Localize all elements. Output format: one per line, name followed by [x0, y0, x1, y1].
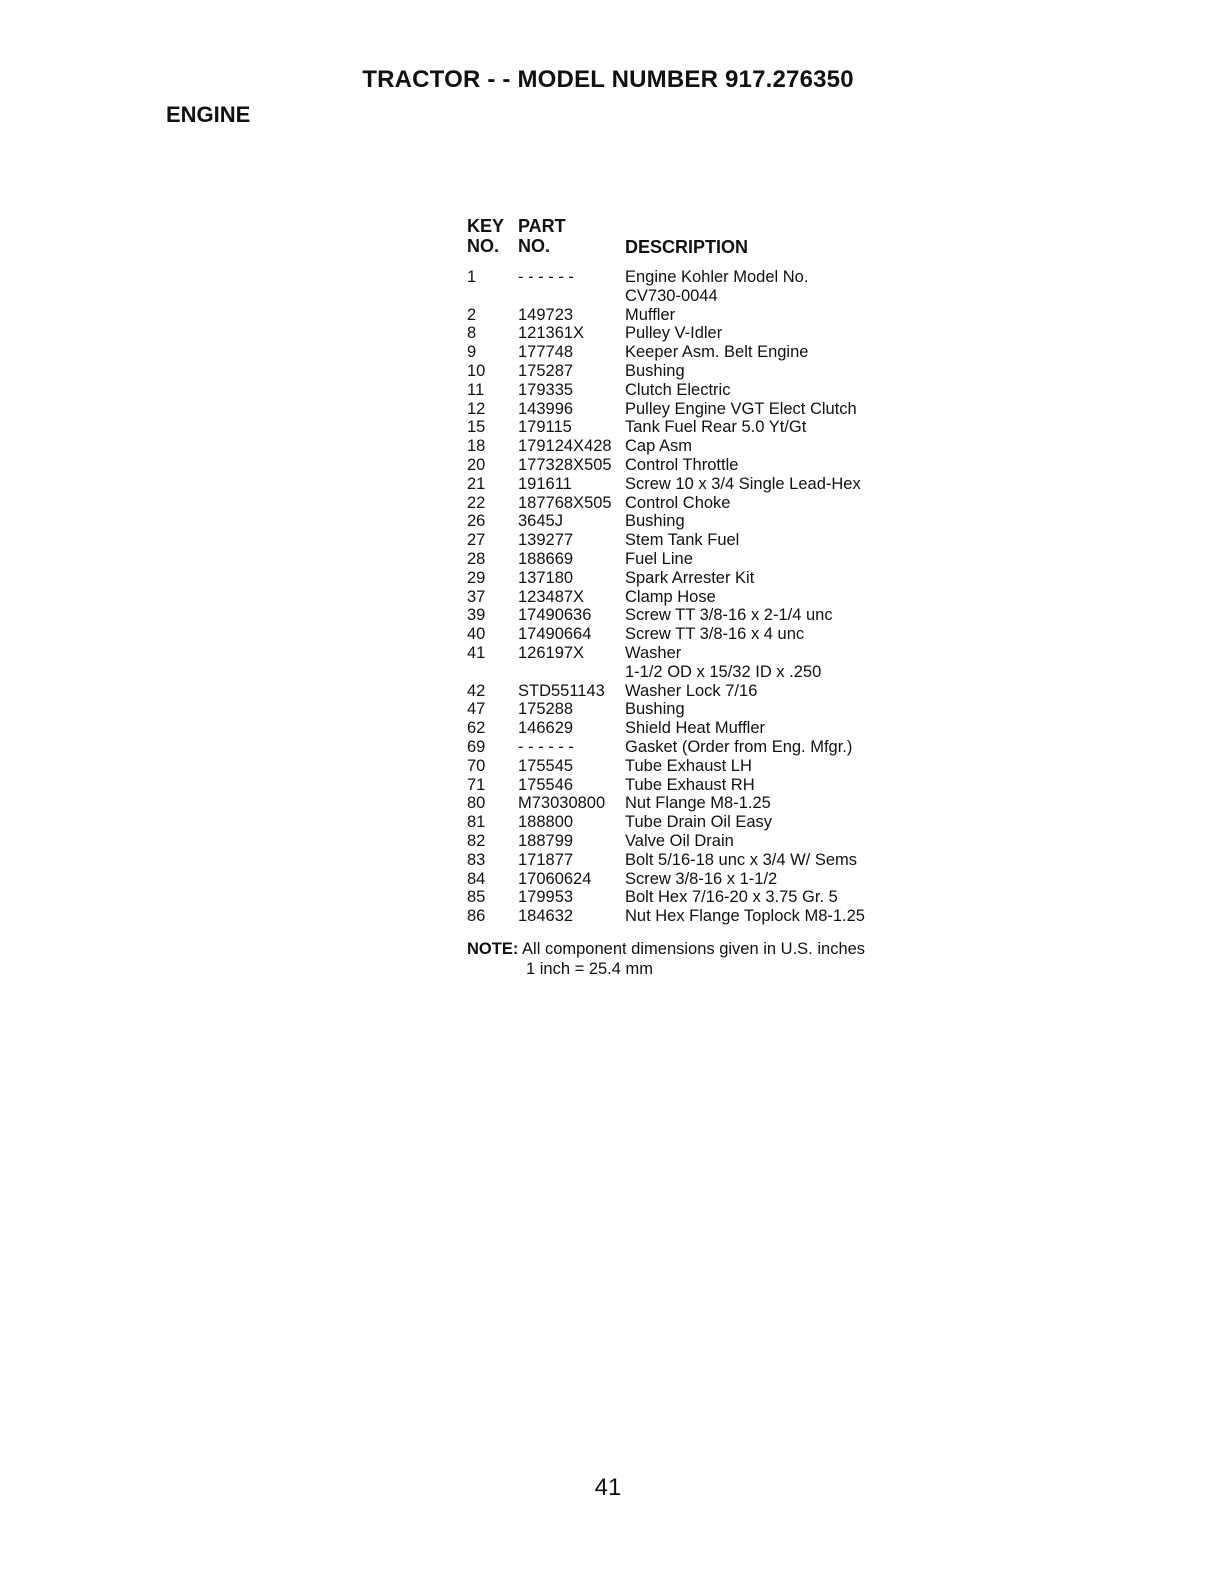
key-number: 2: [467, 305, 477, 324]
description-line: Bushing: [625, 361, 685, 380]
part-row: [467, 625, 927, 644]
key-number: 81: [467, 813, 486, 832]
key-number: 22: [467, 493, 486, 512]
description-line: Muffler: [625, 305, 676, 324]
part-description: [625, 682, 927, 701]
description-line: Cap Asm: [625, 437, 692, 456]
part-row: [467, 738, 927, 757]
part-description: [625, 324, 927, 343]
part-number: 143996: [518, 399, 574, 418]
part-description: [625, 362, 927, 381]
part-description: [625, 475, 927, 494]
part-row: [467, 588, 927, 607]
part-description: [625, 907, 927, 926]
key-number: 82: [467, 831, 486, 850]
part-number: STD551143: [518, 681, 605, 700]
part-row: [467, 400, 927, 419]
part-row: [467, 606, 927, 625]
description-line: Tube Exhaust RH: [625, 775, 755, 794]
section-heading: ENGINE: [166, 102, 251, 127]
key-number: 80: [467, 794, 486, 813]
key-number: 12: [467, 399, 486, 418]
part-number: 123487X: [518, 587, 585, 606]
part-description: [625, 757, 927, 776]
part-row: [467, 475, 927, 494]
key-number: 1: [467, 268, 477, 286]
note: [467, 940, 865, 979]
part-row: [467, 888, 927, 907]
part-description: [625, 531, 927, 550]
description-line: Bushing: [625, 512, 685, 531]
part-description: [625, 888, 927, 907]
page-number: 41: [594, 1474, 622, 1501]
part-row: [467, 324, 927, 343]
key-number: 84: [467, 869, 486, 888]
key-number: 9: [467, 343, 477, 362]
part-description: [625, 588, 927, 607]
part-number: M73030800: [518, 794, 606, 813]
key-number: 27: [467, 531, 486, 550]
page-title: TRACTOR - - MODEL NUMBER 917.276350: [362, 66, 854, 93]
note-line2: 1 inch = 25.4 mm: [526, 959, 654, 978]
part-number: 177328X505: [518, 455, 612, 474]
key-number: 11: [467, 380, 485, 399]
description-line: Tank Fuel Rear 5.0 Yt/Gt: [625, 418, 807, 437]
part-description: [625, 738, 927, 757]
part-row: [467, 870, 927, 889]
key-number: 37: [467, 587, 486, 606]
part-description: [625, 437, 927, 456]
parts-list-header: [467, 216, 927, 268]
parts-list: [467, 216, 927, 926]
key-number: 86: [467, 907, 486, 926]
part-row: [467, 437, 927, 456]
part-row: [467, 381, 927, 400]
note-label: NOTE:: [467, 940, 519, 958]
description-line: Screw 10 x 3/4 Single Lead-Hex: [625, 474, 861, 493]
part-row: [467, 776, 927, 795]
description-line: Engine Kohler Model No.: [625, 268, 809, 286]
key-number: 28: [467, 549, 486, 568]
part-row: [467, 832, 927, 851]
description-line: Bushing: [625, 700, 685, 719]
key-number: 71: [467, 775, 486, 794]
part-number: 179115: [518, 418, 572, 437]
part-number: 137180: [518, 568, 574, 587]
part-row: [467, 531, 927, 550]
key-number: 69: [467, 737, 486, 756]
part-number: 188800: [518, 813, 574, 832]
part-number: 188799: [518, 831, 574, 850]
description-line: Bolt 5/16-18 unc x 3/4 W/ Sems: [625, 850, 858, 869]
part-description: [625, 832, 927, 851]
part-number: 17490664: [518, 625, 592, 644]
description-line: Control Throttle: [625, 455, 739, 474]
key-number: 26: [467, 512, 486, 531]
part-number: 171877: [518, 850, 574, 869]
key-number: 85: [467, 888, 486, 907]
description-line: Washer: [625, 643, 682, 662]
part-row: [467, 494, 927, 513]
part-number: 175288: [518, 700, 574, 719]
part-row: [467, 306, 927, 325]
part-row: [467, 268, 927, 306]
key-number: 42: [467, 681, 486, 700]
part-description: [625, 306, 927, 325]
key-number: 10: [467, 361, 486, 380]
header-part-line1: PART: [518, 216, 566, 236]
key-number: 39: [467, 606, 486, 625]
part-description: [625, 400, 927, 419]
part-row: [467, 757, 927, 776]
part-row: [467, 907, 927, 926]
part-number: 188669: [518, 549, 574, 568]
description-line: CV730-0044: [625, 286, 718, 305]
part-description: [625, 418, 927, 437]
parts-rows: [467, 268, 927, 926]
part-number: 177748: [518, 343, 574, 362]
description-line: Clutch Electric: [625, 380, 731, 399]
part-number: 149723: [518, 305, 574, 324]
key-number: 62: [467, 719, 486, 738]
note-text: All component dimensions given in U.S. inches: [522, 940, 866, 958]
part-number: 179953: [518, 888, 574, 907]
part-row: [467, 851, 927, 870]
header-part-line2: NO.: [518, 236, 551, 256]
part-description: [625, 268, 927, 306]
part-row: [467, 456, 927, 475]
part-description: [625, 719, 927, 738]
part-number: 175287: [518, 361, 574, 380]
part-description: [625, 700, 927, 719]
header-key-line2: NO.: [467, 236, 500, 256]
part-row: [467, 682, 927, 701]
part-number: 175546: [518, 775, 574, 794]
description-line: Shield Heat Muffler: [625, 719, 766, 738]
description-line: Screw 3/8-16 x 1-1/2: [625, 869, 778, 888]
key-number: 18: [467, 437, 486, 456]
part-description: [625, 625, 927, 644]
description-line: Valve Oil Drain: [625, 831, 734, 850]
part-description: [625, 569, 927, 588]
description-line: Stem Tank Fuel: [625, 531, 740, 550]
description-line: 1-1/2 OD x 15/32 ID x .250: [625, 662, 822, 681]
part-row: [467, 362, 927, 381]
description-line: Nut Hex Flange Toplock M8-1.25: [625, 907, 865, 926]
description-line: Fuel Line: [625, 549, 693, 568]
key-number: 47: [467, 700, 486, 719]
description-line: Tube Exhaust LH: [625, 756, 752, 775]
key-number: 21: [467, 474, 486, 493]
part-description: [625, 794, 927, 813]
part-number: 179124X428: [518, 437, 612, 456]
part-number: 139277: [518, 531, 574, 550]
part-number: - - - - - -: [518, 268, 574, 286]
part-description: [625, 776, 927, 795]
key-number: 15: [467, 418, 486, 437]
part-row: [467, 550, 927, 569]
key-number: 20: [467, 455, 486, 474]
description-line: Pulley Engine VGT Elect Clutch: [625, 399, 857, 418]
part-number: 191611: [518, 474, 572, 493]
part-number: 146629: [518, 719, 574, 738]
part-number: 121361X: [518, 324, 585, 343]
part-number: 126197X: [518, 643, 585, 662]
description-line: Keeper Asm. Belt Engine: [625, 343, 809, 362]
part-number: 187768X505: [518, 493, 612, 512]
note-line1: [467, 940, 865, 960]
part-number: 3645J: [518, 512, 563, 531]
description-line: Screw TT 3/8-16 x 4 unc: [625, 625, 805, 644]
part-description: [625, 851, 927, 870]
description-line: Clamp Hose: [625, 587, 716, 606]
part-description: [625, 644, 927, 682]
key-number: 83: [467, 850, 486, 869]
part-row: [467, 813, 927, 832]
description-line: Washer Lock 7/16: [625, 681, 758, 700]
part-number: 175545: [518, 756, 574, 775]
part-description: [625, 494, 927, 513]
part-row: [467, 644, 927, 682]
key-number: 8: [467, 324, 477, 343]
part-row: [467, 794, 927, 813]
part-number: 17060624: [518, 869, 592, 888]
part-description: [625, 870, 927, 889]
part-row: [467, 719, 927, 738]
key-number: 29: [467, 568, 486, 587]
part-row: [467, 512, 927, 531]
part-row: [467, 343, 927, 362]
header-key-line1: KEY: [467, 216, 505, 236]
key-number: 70: [467, 756, 486, 775]
part-number: 179335: [518, 380, 574, 399]
part-description: [625, 512, 927, 531]
part-description: [625, 606, 927, 625]
part-number: 184632: [518, 907, 574, 926]
part-description: [625, 456, 927, 475]
key-number: 41: [467, 643, 486, 662]
header-description: DESCRIPTION: [625, 237, 749, 257]
part-number: 17490636: [518, 606, 592, 625]
part-description: [625, 550, 927, 569]
description-line: Bolt Hex 7/16-20 x 3.75 Gr. 5: [625, 888, 838, 907]
description-line: Pulley V-Idler: [625, 324, 723, 343]
part-description: [625, 381, 927, 400]
description-line: Tube Drain Oil Easy: [625, 813, 773, 832]
part-number: - - - - - -: [518, 737, 574, 756]
description-line: Nut Flange M8-1.25: [625, 794, 771, 813]
description-line: Spark Arrester Kit: [625, 568, 755, 587]
part-row: [467, 569, 927, 588]
part-row: [467, 418, 927, 437]
part-description: [625, 813, 927, 832]
key-number: 40: [467, 625, 486, 644]
description-line: Control Choke: [625, 493, 731, 512]
part-row: [467, 700, 927, 719]
description-line: Screw TT 3/8-16 x 2-1/4 unc: [625, 606, 833, 625]
description-line: Gasket (Order from Eng. Mfgr.): [625, 737, 853, 756]
part-description: [625, 343, 927, 362]
